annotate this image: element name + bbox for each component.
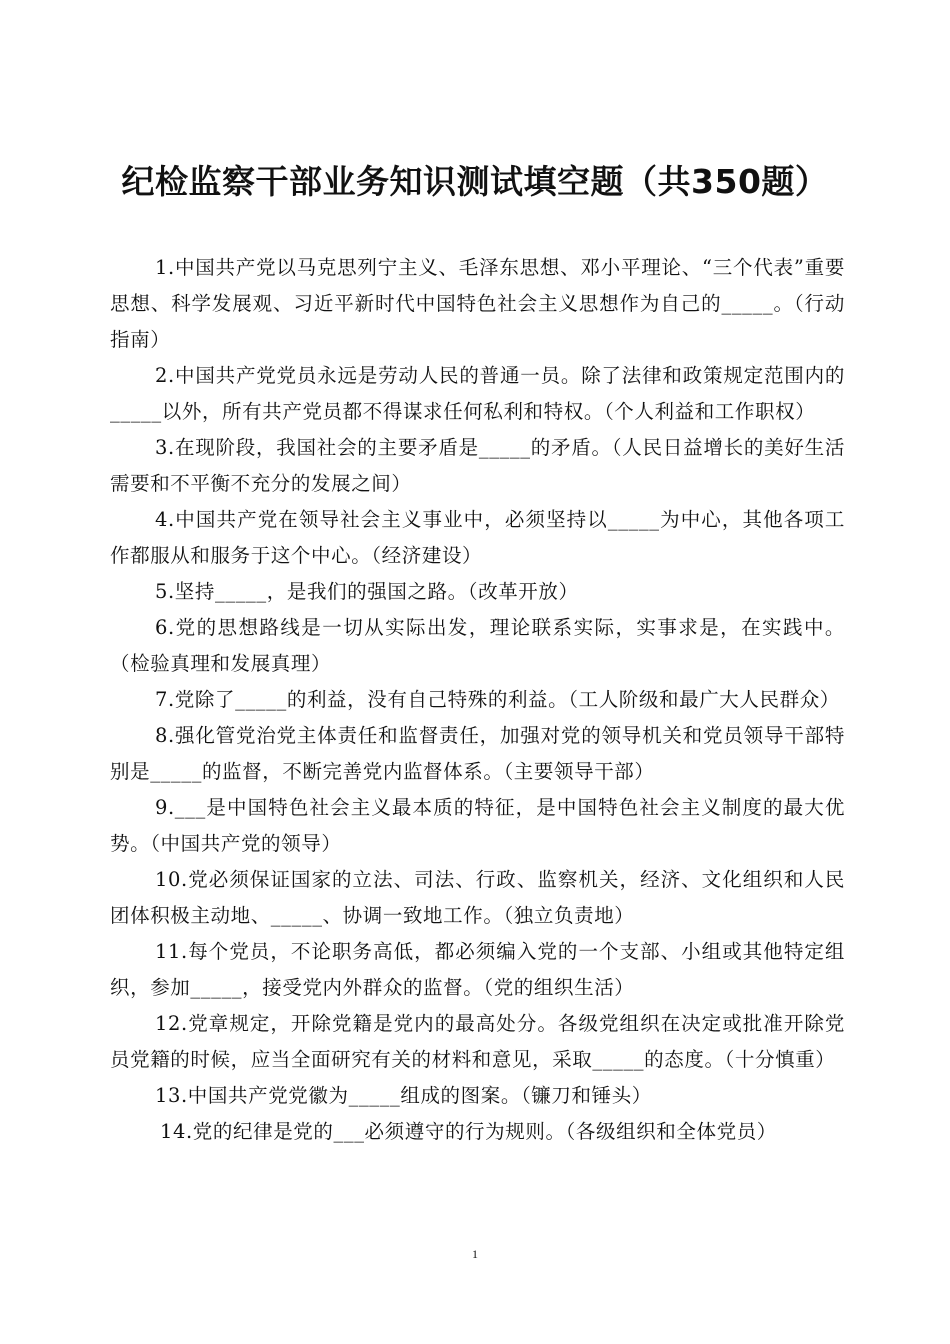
question-list bbox=[110, 250, 845, 1150]
question-item: 6.党的思想路线是一切从实际出发，理论联系实际，实事求是，在实践中。（检验真理和发展真理） bbox=[110, 616, 845, 675]
question-item: 5.坚持_____，是我们的强国之路。（改革开放） bbox=[155, 580, 579, 603]
question-item: 10.党必须保证国家的立法、司法、行政、监察机关，经济、文化组织和人民团体积极主动地、_____、协调一致地工作。（独立负责地） bbox=[110, 868, 845, 927]
document-title: 纪检监察干部业务知识测试填空题（共350题） bbox=[121, 162, 829, 201]
question-item: 14.党的纪律是党的___必须遵守的行为规则。（各级组织和全体党员） bbox=[160, 1120, 777, 1143]
page-number: 1 bbox=[472, 1247, 478, 1261]
question-item: 4.中国共产党在领导社会主义事业中，必须坚持以_____为中心，其他各项工作都服从和服务于这个中心。（经济建设） bbox=[110, 508, 845, 567]
question-item: 8.强化管党治党主体责任和监督责任，加强对党的领导机关和党员领导干部特别是_____的监督，不断完善党内监督体系。（主要领导干部） bbox=[110, 724, 845, 783]
question-item: 1.中国共产党以马克思列宁主义、毛泽东思想、邓小平理论、“三个代表”重要思想、科学发展观、习近平新时代中国特色社会主义思想作为自己的_____。（行动指南） bbox=[110, 256, 845, 351]
question-item: 7.党除了_____的利益，没有自己特殊的利益。（工人阶级和最广大人民群众） bbox=[155, 688, 840, 711]
question-item: 2.中国共产党党员永远是劳动人民的普通一员。除了法律和政策规定范围内的_____以外，所有共产党员都不得谋求任何私利和特权。（个人利益和工作职权） bbox=[110, 364, 845, 423]
question-item: 13.中国共产党党徽为_____组成的图案。（镰刀和锤头） bbox=[155, 1084, 652, 1107]
question-item: 11.每个党员，不论职务高低，都必须编入党的一个支部、小组或其他特定组织，参加_____，接受党内外群众的监督。（党的组织生活） bbox=[110, 940, 845, 999]
question-item: 9.___是中国特色社会主义最本质的特征，是中国特色社会主义制度的最大优势。（中国共产党的领导） bbox=[110, 796, 845, 855]
question-item: 3.在现阶段，我国社会的主要矛盾是_____的矛盾。（人民日益增长的美好生活需要和不平衡不充分的发展之间） bbox=[110, 436, 845, 495]
question-item: 12.党章规定，开除党籍是党内的最高处分。各级党组织在决定或批准开除党员党籍的时候，应当全面研究有关的材料和意见，采取_____的态度。（十分慎重） bbox=[110, 1012, 845, 1071]
